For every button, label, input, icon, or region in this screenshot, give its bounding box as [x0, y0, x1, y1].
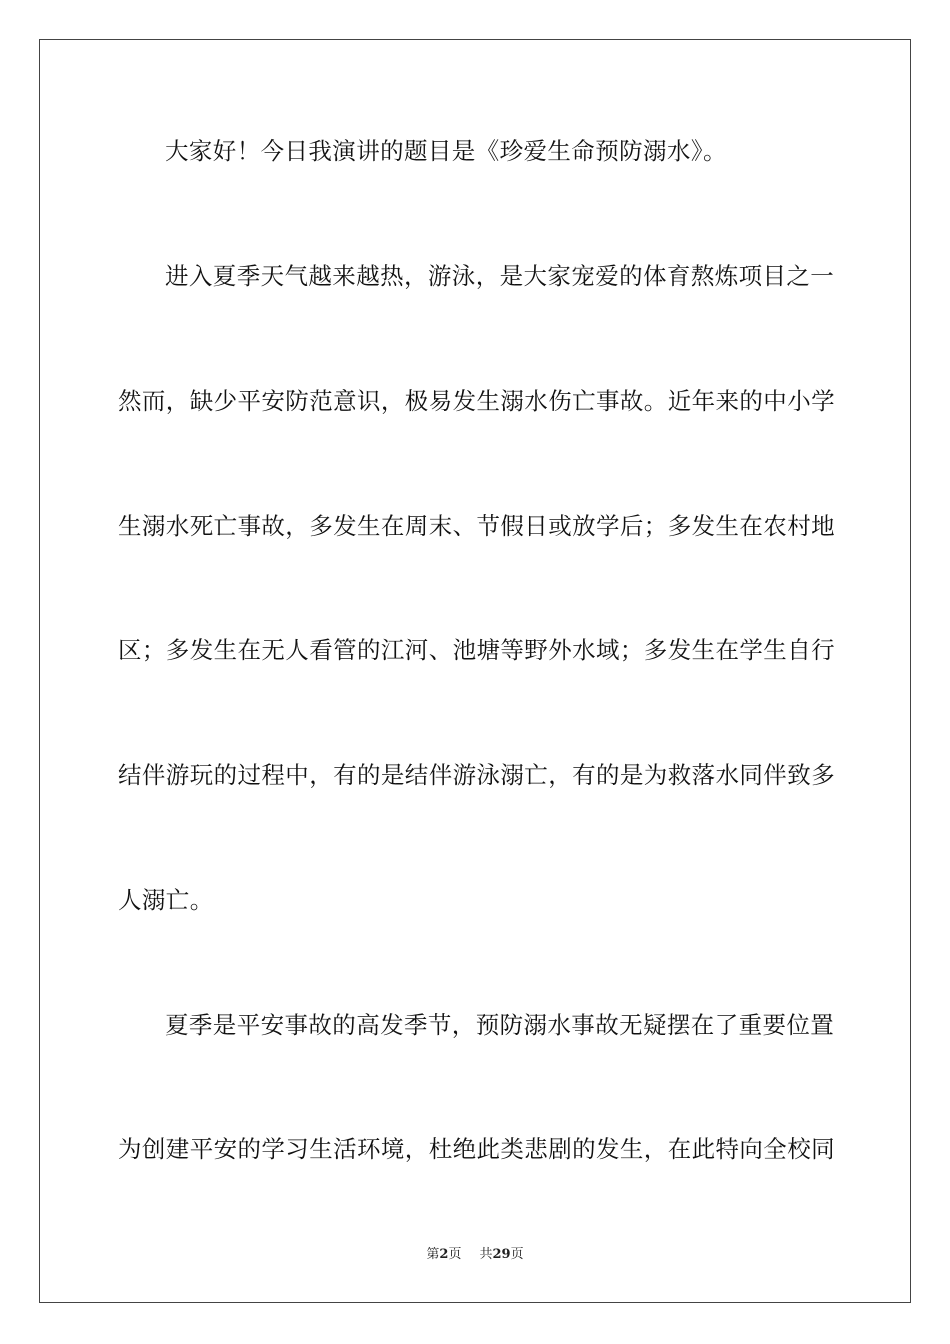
paragraph-line-6: 结伴游玩的过程中，有的是结伴游泳溺亡，有的是为救落水同伴致多: [118, 761, 835, 789]
paragraph-line-3: 然而，缺少平安防范意识，极易发生溺水伤亡事故。近年来的中小学: [118, 387, 835, 415]
paragraph-line-4: 生溺水死亡事故，多发生在周末、节假日或放学后；多发生在农村地: [118, 512, 835, 540]
page-border: [39, 39, 911, 1303]
paragraph-line-5: 区；多发生在无人看管的江河、池塘等野外水域；多发生在学生自行: [118, 636, 835, 664]
total-suffix: 页: [510, 1247, 524, 1262]
paragraph-line-9: 为创建平安的学习生活环境，杜绝此类悲剧的发生，在此特向全校同: [118, 1135, 835, 1163]
paragraph-line-8: 夏季是平安事故的高发季节，预防溺水事故无疑摆在了重要位置: [165, 1011, 835, 1039]
paragraph-line-2: 进入夏季天气越来越热，游泳，是大家宠爱的体育熬炼项目之一: [165, 262, 835, 290]
page-suffix: 页: [448, 1247, 462, 1262]
page-number: 2: [439, 1247, 449, 1262]
total-pages: 29: [492, 1247, 511, 1262]
page-footer: [0, 1246, 950, 1264]
paragraph-line-7: 人溺亡。: [118, 886, 214, 914]
total-prefix: 共: [479, 1247, 493, 1262]
page-prefix: 第: [426, 1247, 440, 1262]
paragraph-line-1: 大家好！今日我演讲的题目是《珍爱生命预防溺水》。: [165, 137, 727, 165]
